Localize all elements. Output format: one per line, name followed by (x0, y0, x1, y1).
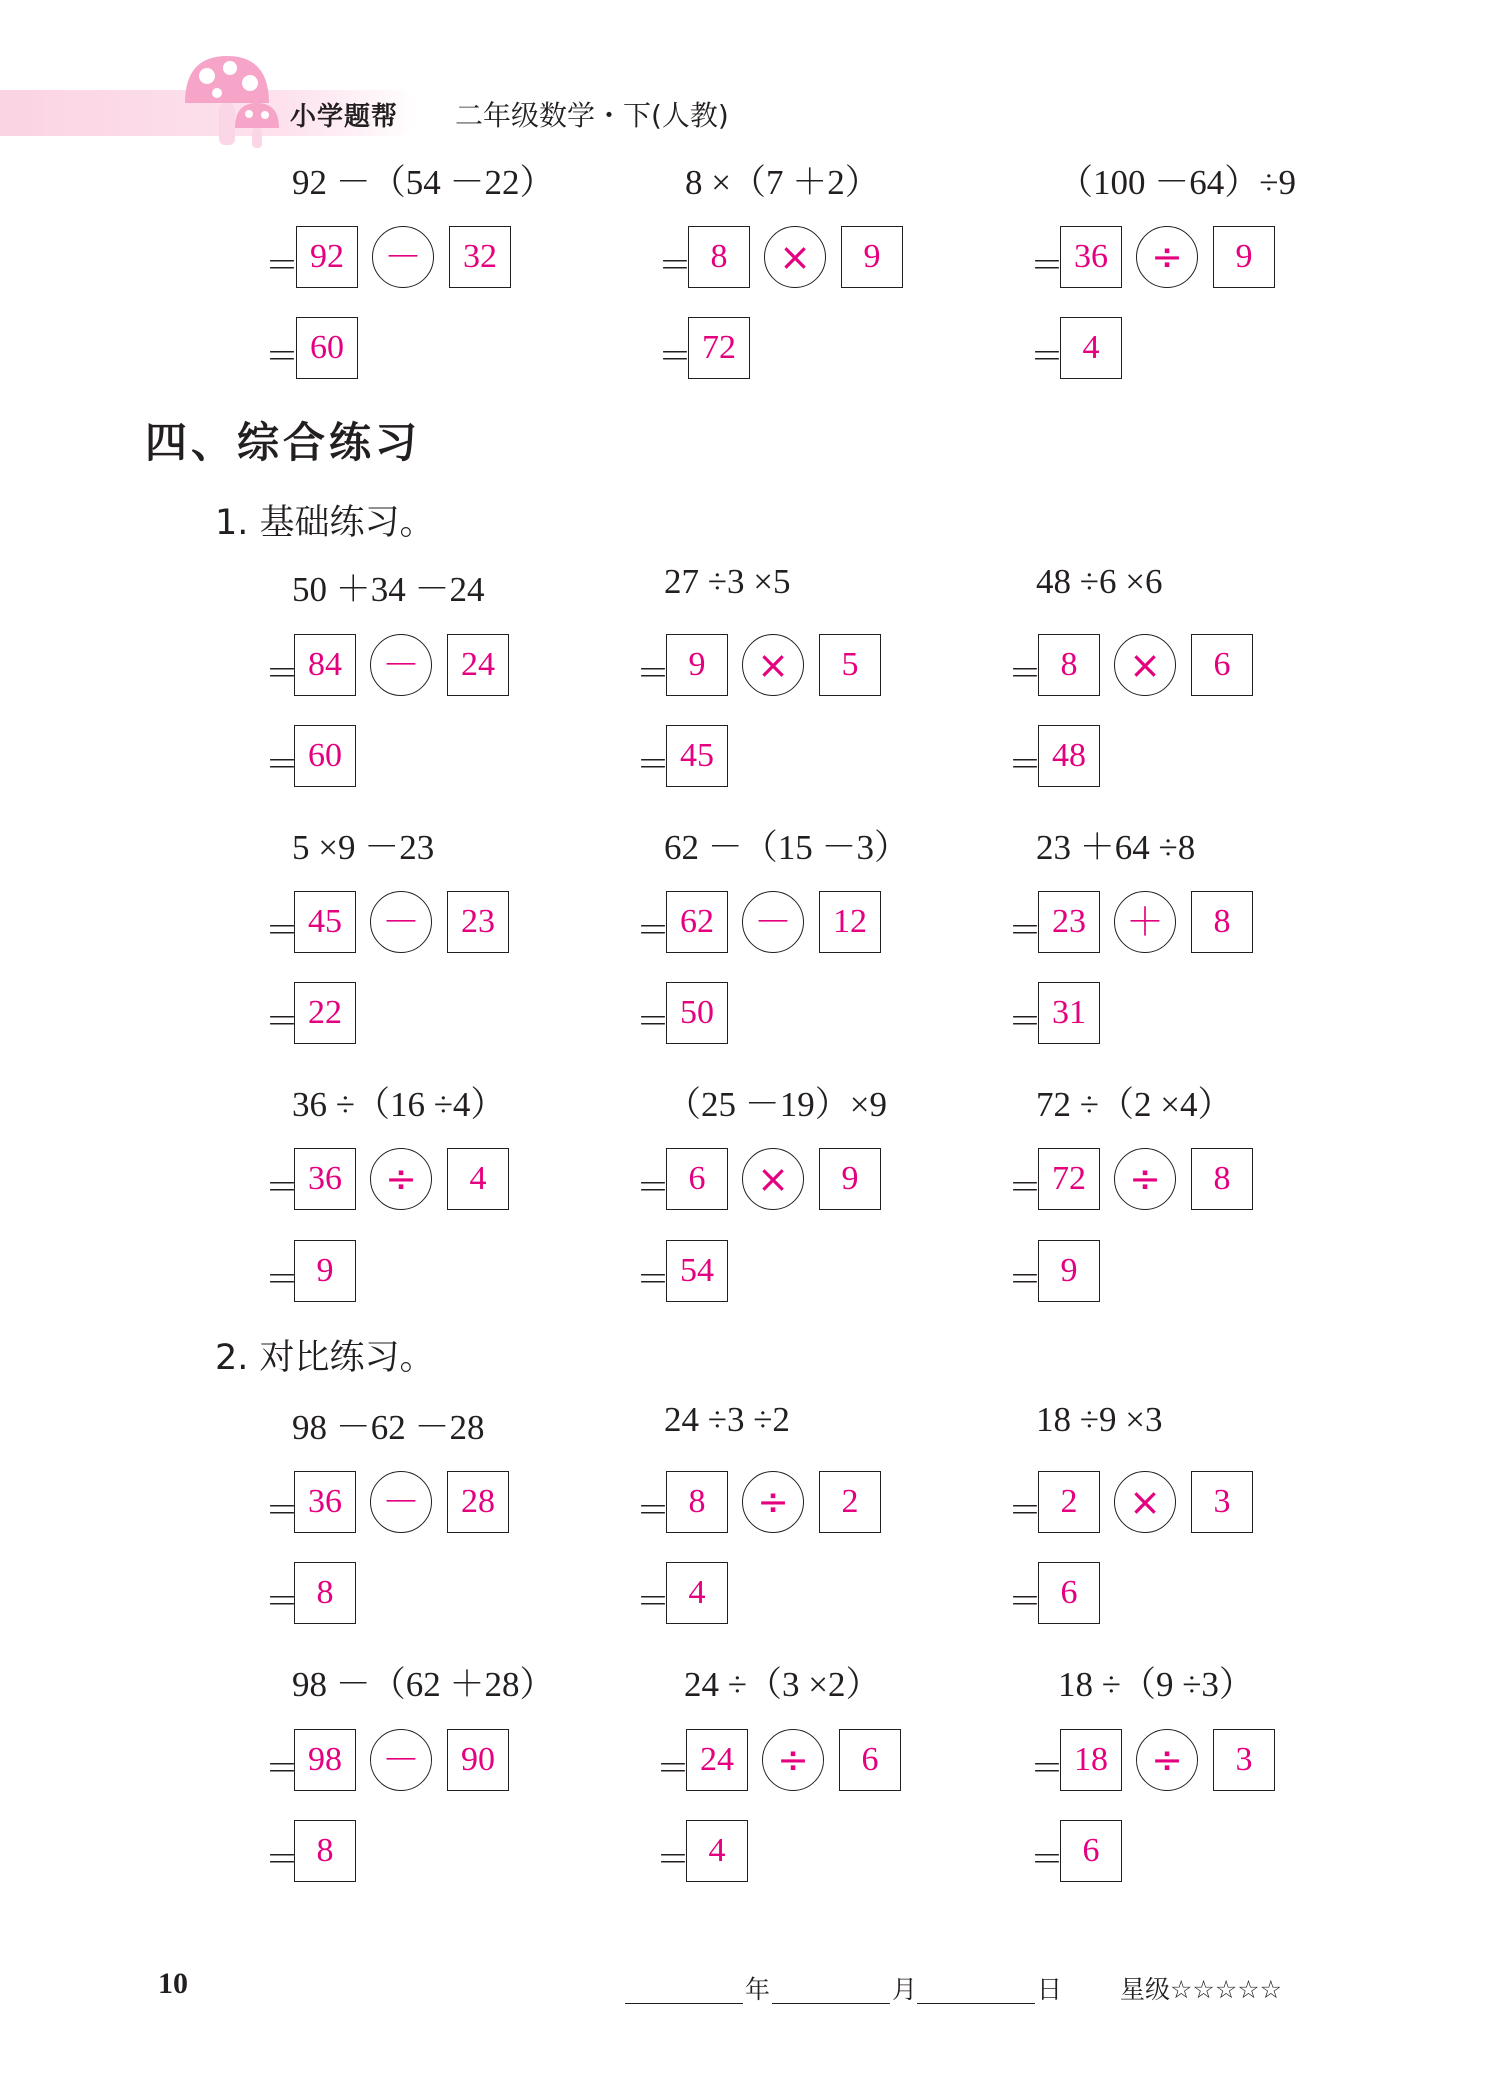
answer-box-second: 6 (839, 1729, 901, 1791)
answer-box-first: 8 (666, 1471, 728, 1533)
answer-box-second: 8 (1191, 1148, 1253, 1210)
page-header (0, 0, 1506, 150)
result-box: 9 (294, 1240, 356, 1302)
result-box: 22 (294, 982, 356, 1044)
equals-sign: ＝ (1030, 1751, 1064, 1788)
month-blank[interactable] (772, 2003, 890, 2004)
equals-sign: ＝ (1008, 1262, 1042, 1299)
problem-expression: 92 －（54 －22） (292, 163, 555, 202)
equals-sign: ＝ (1008, 656, 1042, 693)
operator-circle: － (370, 1471, 432, 1533)
result-box: 60 (294, 725, 356, 787)
operator-circle: × (742, 634, 804, 696)
answer-box-first: 72 (1038, 1148, 1100, 1210)
star-rating: 星级☆☆☆☆☆ (1120, 1975, 1283, 2004)
answer-box-first: 98 (294, 1729, 356, 1791)
equals-sign: ＝ (265, 913, 299, 950)
result-box: 60 (296, 317, 358, 379)
answer-box-second: 90 (447, 1729, 509, 1791)
answer-box-first: 23 (1038, 891, 1100, 953)
equals-sign: ＝ (1008, 913, 1042, 950)
operator-circle: － (370, 1729, 432, 1791)
day-blank[interactable] (917, 2003, 1035, 2004)
answer-box-second: 3 (1213, 1729, 1275, 1791)
problem-expression: 62 －（15 －3） (664, 828, 910, 867)
equals-sign: ＝ (658, 248, 692, 285)
problem-expression: 27 ÷3 ×5 (664, 562, 791, 601)
answer-box-second: 9 (1213, 226, 1275, 288)
answer-box-second: 24 (447, 634, 509, 696)
answer-box-second: 23 (447, 891, 509, 953)
month-label: 月 (892, 1975, 918, 2004)
answer-box-second: 32 (449, 226, 511, 288)
problem-expression: 98 －62 －28 (292, 1408, 485, 1447)
equals-sign: ＝ (656, 1842, 690, 1879)
answer-box-second: 5 (819, 634, 881, 696)
answer-box-first: 9 (666, 634, 728, 696)
brand-name: 小学题帮 (290, 102, 399, 132)
equals-sign: ＝ (1030, 248, 1064, 285)
equals-sign: ＝ (1008, 747, 1042, 784)
operator-circle: ÷ (1114, 1148, 1176, 1210)
result-box: 50 (666, 982, 728, 1044)
answer-box-second: 9 (819, 1148, 881, 1210)
problem-expression: 48 ÷6 ×6 (1036, 562, 1163, 601)
day-label: 日 (1037, 1975, 1063, 2004)
section-title: 四、综合练习 (145, 418, 422, 467)
operator-circle: × (1114, 634, 1176, 696)
equals-sign: ＝ (1008, 1004, 1042, 1041)
result-box: 6 (1038, 1562, 1100, 1624)
answer-box-first: 36 (1060, 226, 1122, 288)
equals-sign: ＝ (1030, 339, 1064, 376)
answer-box-second: 8 (1191, 891, 1253, 953)
answer-box-first: 92 (296, 226, 358, 288)
answer-box-first: 36 (294, 1148, 356, 1210)
answer-box-second: 6 (1191, 634, 1253, 696)
equals-sign: ＝ (658, 339, 692, 376)
problem-expression: 50 ＋34 －24 (292, 570, 485, 609)
result-box: 72 (688, 317, 750, 379)
result-box: 4 (1060, 317, 1122, 379)
problem-expression: 72 ÷（2 ×4） (1036, 1085, 1233, 1124)
problem-expression: （25 －19）×9 (666, 1085, 887, 1124)
answer-box-second: 9 (841, 226, 903, 288)
equals-sign: ＝ (265, 339, 299, 376)
problem-expression: 23 ＋64 ÷8 (1036, 828, 1196, 867)
page-number: 10 (158, 1967, 188, 2000)
equals-sign: ＝ (1030, 1842, 1064, 1879)
equals-sign: ＝ (636, 1004, 670, 1041)
operator-circle: ÷ (742, 1471, 804, 1533)
equals-sign: ＝ (636, 1170, 670, 1207)
answer-box-second: 3 (1191, 1471, 1253, 1533)
operator-circle: － (370, 891, 432, 953)
problem-expression: 18 ÷9 ×3 (1036, 1400, 1163, 1439)
operator-circle: ÷ (370, 1148, 432, 1210)
operator-circle: － (742, 891, 804, 953)
answer-box-first: 6 (666, 1148, 728, 1210)
result-box: 54 (666, 1240, 728, 1302)
result-box: 31 (1038, 982, 1100, 1044)
answer-box-second: 12 (819, 891, 881, 953)
equals-sign: ＝ (265, 1584, 299, 1621)
operator-circle: × (742, 1148, 804, 1210)
problem-expression: 24 ÷3 ÷2 (664, 1400, 790, 1439)
operator-circle: － (372, 226, 434, 288)
operator-circle: × (1114, 1471, 1176, 1533)
problem-expression: 98 －（62 ＋28） (292, 1665, 555, 1704)
result-box: 48 (1038, 725, 1100, 787)
equals-sign: ＝ (265, 1004, 299, 1041)
equals-sign: ＝ (265, 747, 299, 784)
equals-sign: ＝ (265, 1493, 299, 1530)
operator-circle: － (370, 634, 432, 696)
subject-title: 二年级数学・下(人教) (455, 99, 729, 132)
equals-sign: ＝ (636, 1262, 670, 1299)
equals-sign: ＝ (265, 656, 299, 693)
equals-sign: ＝ (1008, 1584, 1042, 1621)
result-box: 4 (686, 1820, 748, 1882)
equals-sign: ＝ (265, 1751, 299, 1788)
part1-title: 1. 基础练习。 (215, 503, 435, 543)
equals-sign: ＝ (265, 1170, 299, 1207)
equals-sign: ＝ (636, 656, 670, 693)
result-box: 8 (294, 1820, 356, 1882)
answer-box-second: 28 (447, 1471, 509, 1533)
equals-sign: ＝ (636, 1584, 670, 1621)
answer-box-first: 36 (294, 1471, 356, 1533)
answer-box-first: 8 (1038, 634, 1100, 696)
operator-circle: × (764, 226, 826, 288)
equals-sign: ＝ (636, 1493, 670, 1530)
answer-box-first: 8 (688, 226, 750, 288)
answer-box-second: 4 (447, 1148, 509, 1210)
answer-box-first: 18 (1060, 1729, 1122, 1791)
equals-sign: ＝ (1008, 1170, 1042, 1207)
equals-sign: ＝ (1008, 1493, 1042, 1530)
part2-title: 2. 对比练习。 (215, 1338, 435, 1378)
problem-expression: 24 ÷（3 ×2） (684, 1665, 881, 1704)
equals-sign: ＝ (265, 1842, 299, 1879)
answer-box-first: 24 (686, 1729, 748, 1791)
problem-expression: 8 ×（7 ＋2） (685, 163, 880, 202)
equals-sign: ＝ (636, 913, 670, 950)
answer-box-first: 2 (1038, 1471, 1100, 1533)
answer-box-first: 84 (294, 634, 356, 696)
problem-expression: 18 ÷（9 ÷3） (1058, 1665, 1254, 1704)
equals-sign: ＝ (265, 248, 299, 285)
year-label: 年 (745, 1975, 771, 2004)
result-box: 8 (294, 1562, 356, 1624)
result-box: 9 (1038, 1240, 1100, 1302)
operator-circle: ＋ (1114, 891, 1176, 953)
operator-circle: ÷ (1136, 1729, 1198, 1791)
equals-sign: ＝ (636, 747, 670, 784)
operator-circle: ÷ (762, 1729, 824, 1791)
problem-expression: 5 ×9 －23 (292, 828, 435, 867)
answer-box-first: 62 (666, 891, 728, 953)
result-box: 6 (1060, 1820, 1122, 1882)
equals-sign: ＝ (265, 1262, 299, 1299)
operator-circle: ÷ (1136, 226, 1198, 288)
problem-expression: （100 －64）÷9 (1058, 163, 1296, 202)
equals-sign: ＝ (656, 1751, 690, 1788)
problem-expression: 36 ÷（16 ÷4） (292, 1085, 506, 1124)
result-box: 45 (666, 725, 728, 787)
answer-box-first: 45 (294, 891, 356, 953)
answer-box-second: 2 (819, 1471, 881, 1533)
year-blank[interactable] (625, 2003, 743, 2004)
result-box: 4 (666, 1562, 728, 1624)
